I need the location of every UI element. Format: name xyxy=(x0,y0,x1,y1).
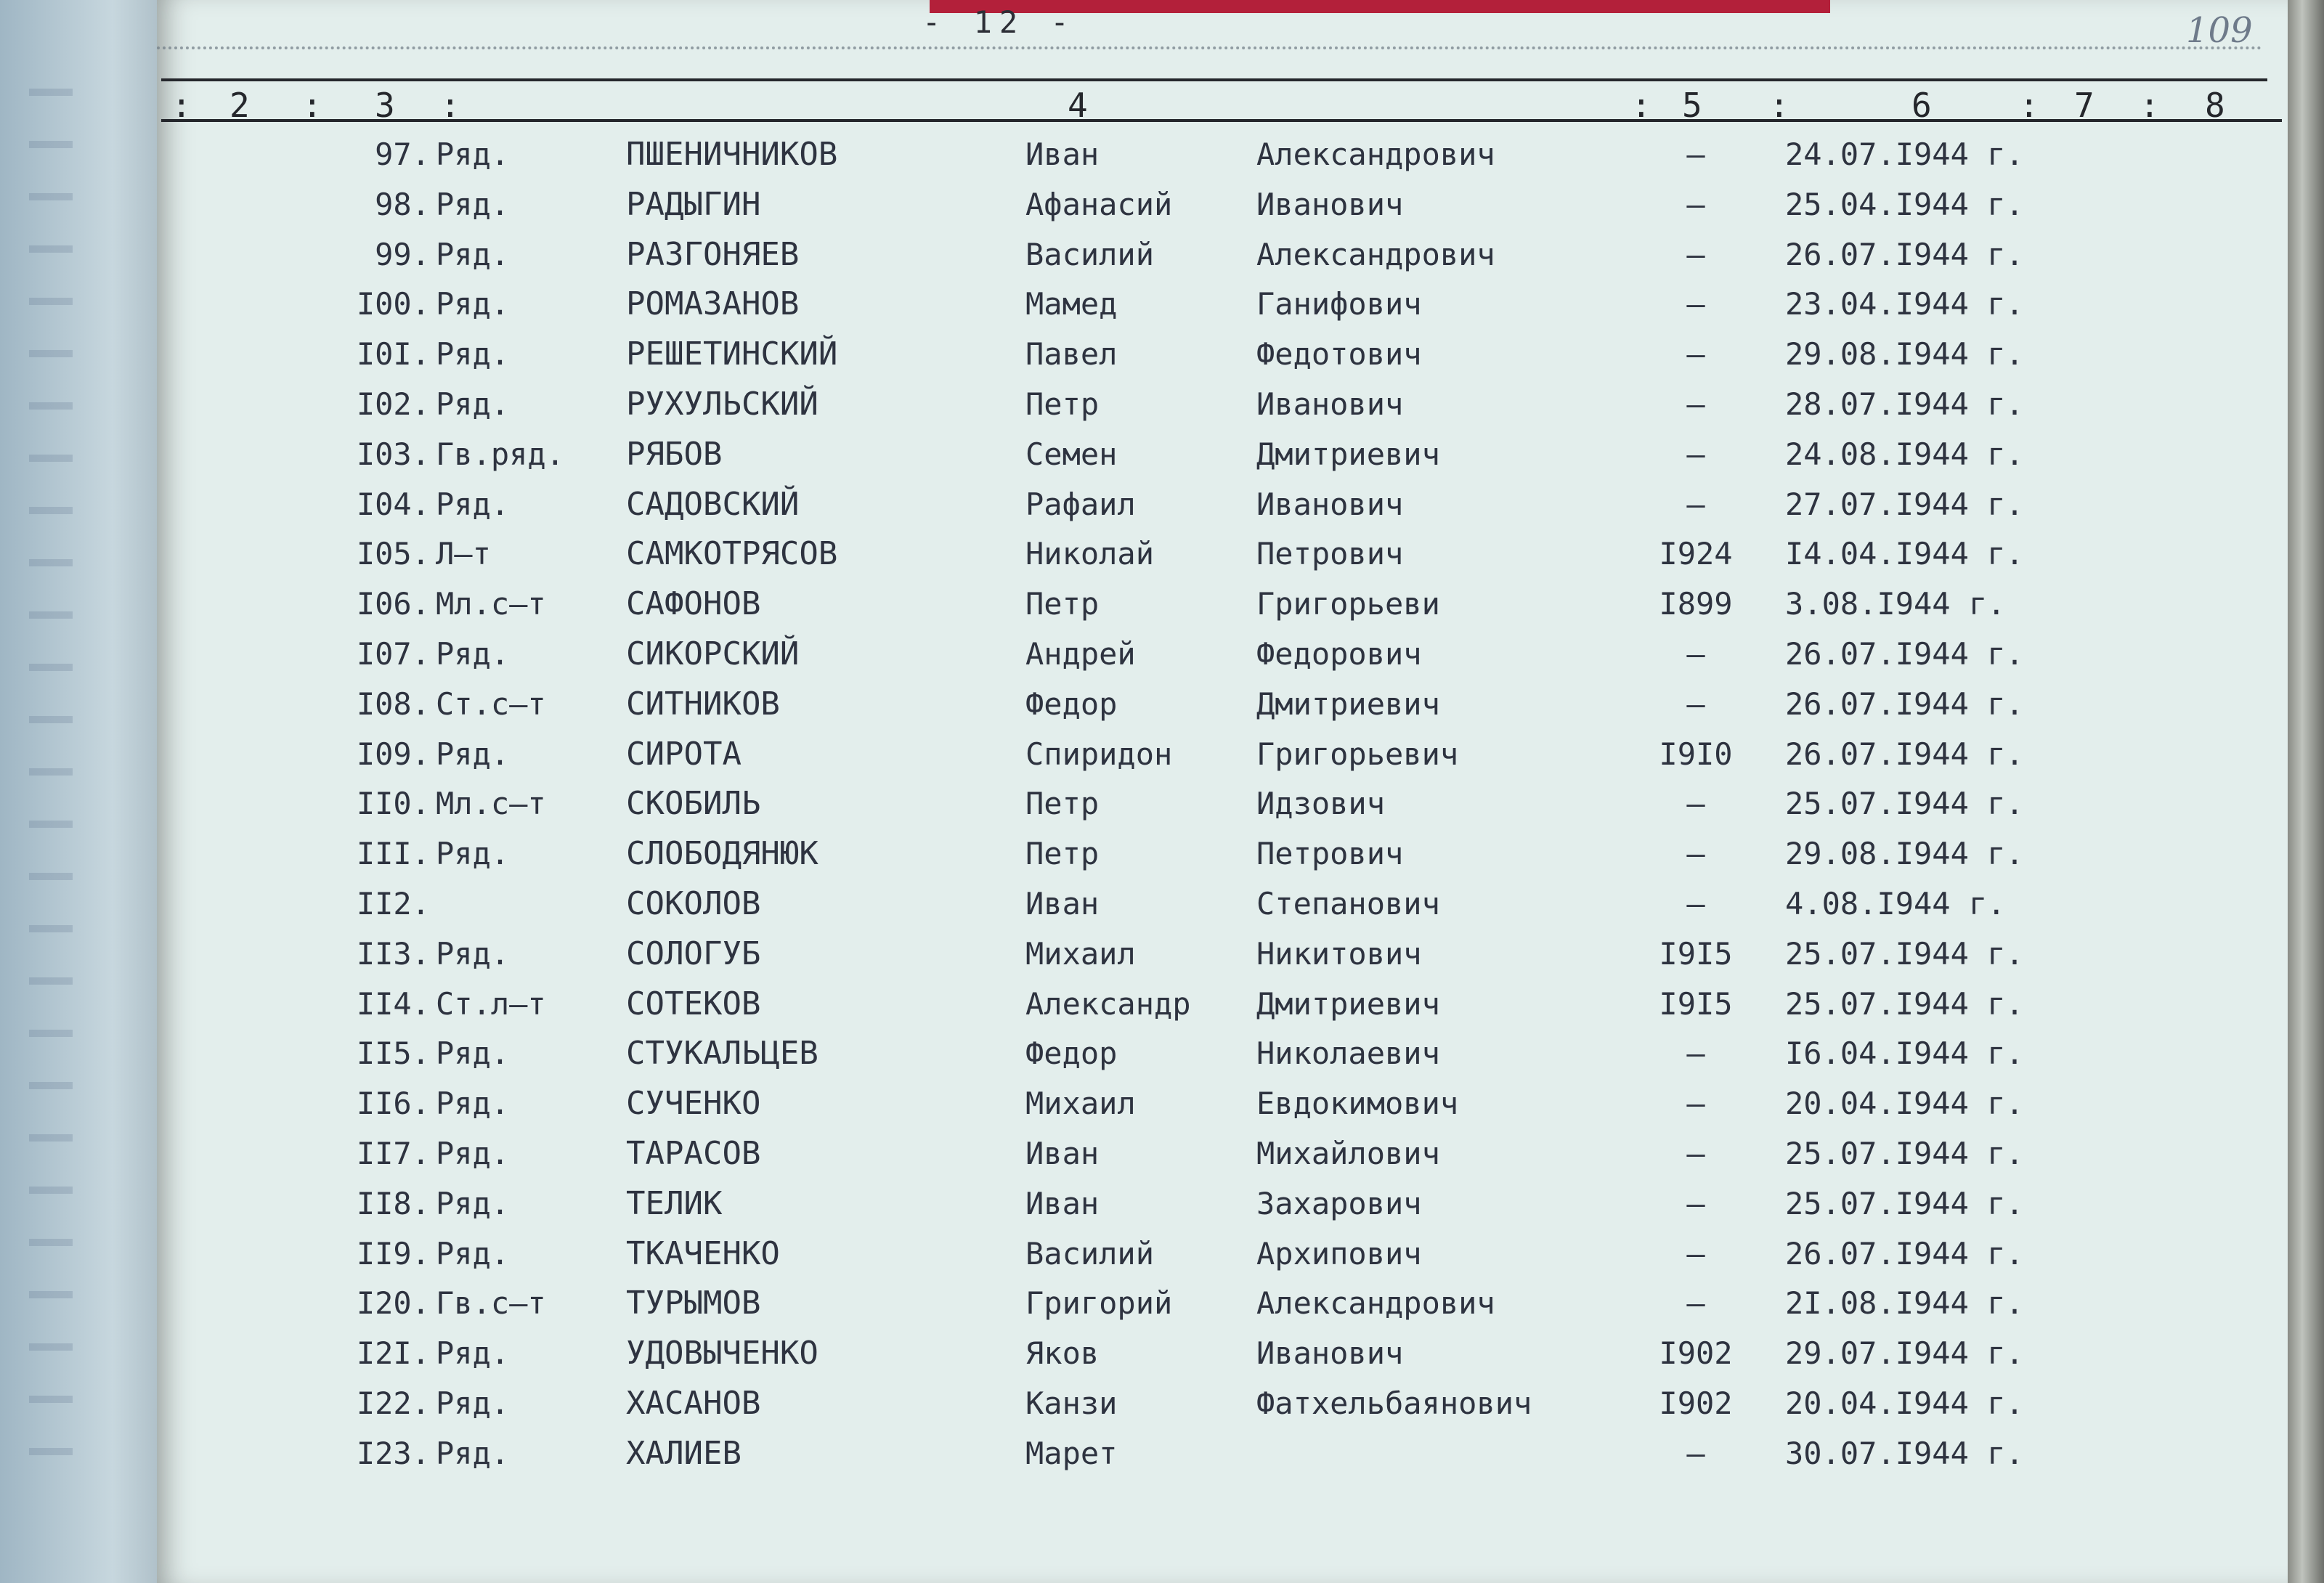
patronymic: Александрович xyxy=(1256,137,1495,172)
first-name: Афанасий xyxy=(1025,187,1173,222)
first-name: Спиридон xyxy=(1025,736,1173,772)
rank: Ряд. xyxy=(436,137,510,172)
birth-year: – xyxy=(1686,286,1705,322)
table-row xyxy=(0,1378,2324,1429)
rank: Ряд. xyxy=(436,1136,510,1171)
patronymic: Петрович xyxy=(1256,536,1404,571)
rank: Ряд. xyxy=(436,237,510,272)
rank: Ряд. xyxy=(436,1186,510,1221)
rank: Ряд. xyxy=(436,487,510,522)
rank: Ряд. xyxy=(436,187,510,222)
date: I6.04.I944 г. xyxy=(1785,1035,2024,1071)
table-row xyxy=(0,579,2324,630)
first-name: Иван xyxy=(1025,1186,1100,1221)
rank: Ряд. xyxy=(436,836,510,871)
table-row xyxy=(0,229,2324,280)
first-name: Петр xyxy=(1025,836,1100,871)
table-row xyxy=(0,1328,2324,1379)
table-row xyxy=(0,1128,2324,1179)
surname: РУХУЛЬСКИЙ xyxy=(626,386,818,423)
birth-year: I899 xyxy=(1659,586,1733,622)
rank: Мл.с–т xyxy=(436,786,546,821)
column-header: : xyxy=(2140,86,2160,125)
date: 25.07.I944 г. xyxy=(1785,786,2024,821)
birth-year: – xyxy=(1686,1285,1705,1321)
birth-year: – xyxy=(1686,636,1705,672)
surname: ПШЕНИЧНИКОВ xyxy=(626,136,838,173)
first-name: Павел xyxy=(1025,336,1118,372)
surname: СОТЕКОВ xyxy=(626,985,761,1022)
patronymic: Дмитриевич xyxy=(1256,686,1440,722)
date: 29.07.I944 г. xyxy=(1785,1335,2024,1371)
first-name: Федор xyxy=(1025,686,1118,722)
row-number: I09. xyxy=(356,736,430,772)
rank: Ряд. xyxy=(436,1385,510,1421)
date: 28.07.I944 г. xyxy=(1785,386,2024,422)
row-number: II9. xyxy=(356,1236,430,1271)
first-name: Марет xyxy=(1025,1436,1118,1471)
date: 3.08.I944 г. xyxy=(1785,586,2006,622)
patronymic: Федорович xyxy=(1256,636,1422,672)
patronymic: Иванович xyxy=(1256,386,1404,422)
date: 26.07.I944 г. xyxy=(1785,736,2024,772)
surname: СОЛОГУБ xyxy=(626,935,761,972)
patronymic: Иванович xyxy=(1256,187,1404,222)
date: 25.07.I944 г. xyxy=(1785,936,2024,972)
patronymic: Фатхельбаянович xyxy=(1256,1385,1532,1421)
column-header: : xyxy=(171,86,192,125)
first-name: Иван xyxy=(1025,886,1100,921)
date: 25.07.I944 г. xyxy=(1785,1186,2024,1221)
table-row xyxy=(0,979,2324,1030)
rank: Ст.с–т xyxy=(436,686,546,722)
birth-year: – xyxy=(1686,386,1705,422)
table-row xyxy=(0,679,2324,730)
surname: РОМАЗАНОВ xyxy=(626,285,800,322)
date: 24.07.I944 г. xyxy=(1785,137,2024,172)
row-number: I2I. xyxy=(356,1335,430,1371)
patronymic: Григорьеви xyxy=(1256,586,1440,622)
row-number: I0I. xyxy=(356,336,430,372)
table-row xyxy=(0,279,2324,330)
column-header: : xyxy=(1769,86,1789,125)
surname: СОКОЛОВ xyxy=(626,885,761,922)
rank: Ст.л–т xyxy=(436,986,546,1022)
birth-year: – xyxy=(1686,1086,1705,1121)
date: 24.08.I944 г. xyxy=(1785,436,2024,472)
column-header: : xyxy=(1631,86,1651,125)
rank: Гв.с–т xyxy=(436,1285,546,1321)
table-row xyxy=(0,879,2324,929)
table-row xyxy=(0,629,2324,680)
birth-year: – xyxy=(1686,1436,1705,1471)
dotted-rule xyxy=(157,46,2263,49)
row-number: 98. xyxy=(375,187,430,222)
birth-year: – xyxy=(1686,836,1705,871)
surname: ТАРАСОВ xyxy=(626,1135,761,1172)
table-row xyxy=(0,1229,2324,1279)
date: 25.07.I944 г. xyxy=(1785,986,2024,1022)
table-row xyxy=(0,379,2324,430)
birth-year: – xyxy=(1686,1186,1705,1221)
surname: СЛОБОДЯНЮК xyxy=(626,835,818,872)
surname: РАДЫГИН xyxy=(626,186,761,223)
patronymic: Александрович xyxy=(1256,1285,1495,1321)
first-name: Михаил xyxy=(1025,936,1136,972)
archive-folio-number: 109 xyxy=(2186,10,2253,51)
patronymic: Идзович xyxy=(1256,786,1386,821)
rank: Ряд. xyxy=(436,636,510,672)
patronymic: Дмитриевич xyxy=(1256,436,1440,472)
patronymic: Ганифович xyxy=(1256,286,1422,322)
patronymic: Михайлович xyxy=(1256,1136,1440,1171)
column-header: : xyxy=(2019,86,2039,125)
rank: Ряд. xyxy=(436,1236,510,1271)
table-row xyxy=(0,1428,2324,1479)
table-row xyxy=(0,1179,2324,1229)
table-row xyxy=(0,429,2324,480)
surname: СУЧЕНКО xyxy=(626,1085,761,1122)
birth-year: I9I5 xyxy=(1659,986,1733,1022)
birth-year: – xyxy=(1686,886,1705,921)
table-row xyxy=(0,329,2324,380)
column-header: 3 xyxy=(375,86,395,125)
surname: СИТНИКОВ xyxy=(626,685,780,723)
first-name: Михаил xyxy=(1025,1086,1136,1121)
table-row xyxy=(0,129,2324,180)
first-name: Канзи xyxy=(1025,1385,1118,1421)
table-row xyxy=(0,778,2324,829)
birth-year: – xyxy=(1686,1236,1705,1271)
surname: СИКОРСКИЙ xyxy=(626,635,800,672)
row-number: I03. xyxy=(356,436,430,472)
birth-year: – xyxy=(1686,786,1705,821)
row-number: I00. xyxy=(356,286,430,322)
table-row xyxy=(0,1028,2324,1079)
table-row xyxy=(0,1278,2324,1329)
row-number: III. xyxy=(356,836,430,871)
date: 26.07.I944 г. xyxy=(1785,237,2024,272)
page-number: - 12 - xyxy=(922,4,1076,40)
surname: УДОВЫЧЕНКО xyxy=(626,1335,818,1372)
birth-year: – xyxy=(1686,237,1705,272)
first-name: Петр xyxy=(1025,386,1100,422)
rank: Ряд. xyxy=(436,736,510,772)
row-number: II3. xyxy=(356,936,430,972)
first-name: Иван xyxy=(1025,137,1100,172)
table-row xyxy=(0,829,2324,879)
patronymic: Николаевич xyxy=(1256,1035,1440,1071)
first-name: Федор xyxy=(1025,1035,1118,1071)
header-bottom-rule xyxy=(161,119,2282,122)
first-name: Василий xyxy=(1025,237,1155,272)
rank: Гв.ряд. xyxy=(436,436,565,472)
surname: ТУРЫМОВ xyxy=(626,1285,761,1322)
birth-year: – xyxy=(1686,686,1705,722)
column-header: 4 xyxy=(1068,86,1088,125)
table-row xyxy=(0,529,2324,579)
patronymic: Григорьевич xyxy=(1256,736,1459,772)
row-number: I07. xyxy=(356,636,430,672)
row-number: 97. xyxy=(375,137,430,172)
surname: САДОВСКИЙ xyxy=(626,486,800,523)
patronymic: Захарович xyxy=(1256,1186,1422,1221)
rank: Ряд. xyxy=(436,1035,510,1071)
surname: ХАЛИЕВ xyxy=(626,1435,742,1472)
row-number: II8. xyxy=(356,1186,430,1221)
date: 27.07.I944 г. xyxy=(1785,487,2024,522)
row-number: II6. xyxy=(356,1086,430,1121)
rank: Ряд. xyxy=(436,386,510,422)
row-number: II0. xyxy=(356,786,430,821)
birth-year: – xyxy=(1686,1035,1705,1071)
birth-year: I9I5 xyxy=(1659,936,1733,972)
table-row xyxy=(0,179,2324,230)
date: 23.04.I944 г. xyxy=(1785,286,2024,322)
rank: Ряд. xyxy=(436,936,510,972)
date: 20.04.I944 г. xyxy=(1785,1385,2024,1421)
patronymic: Петрович xyxy=(1256,836,1404,871)
rank: Ряд. xyxy=(436,286,510,322)
date: 25.04.I944 г. xyxy=(1785,187,2024,222)
surname: ТКАЧЕНКО xyxy=(626,1235,780,1272)
birth-year: – xyxy=(1686,436,1705,472)
first-name: Яков xyxy=(1025,1335,1100,1371)
column-header: : xyxy=(302,86,322,125)
table-row xyxy=(0,479,2324,530)
first-name: Петр xyxy=(1025,586,1100,622)
birth-year: I9I0 xyxy=(1659,736,1733,772)
date: 26.07.I944 г. xyxy=(1785,1236,2024,1271)
row-number: I04. xyxy=(356,487,430,522)
rank: Мл.с–т xyxy=(436,586,546,622)
date: 20.04.I944 г. xyxy=(1785,1086,2024,1121)
surname: ТЕЛИК xyxy=(626,1185,723,1222)
first-name: Петр xyxy=(1025,786,1100,821)
date: 30.07.I944 г. xyxy=(1785,1436,2024,1471)
table-row xyxy=(0,1078,2324,1129)
column-header: 6 xyxy=(1911,86,1932,125)
row-number: I23. xyxy=(356,1436,430,1471)
first-name: Андрей xyxy=(1025,636,1136,672)
date: 4.08.I944 г. xyxy=(1785,886,2006,921)
row-number: 99. xyxy=(375,237,430,272)
rank: Ряд. xyxy=(436,1436,510,1471)
column-header: 7 xyxy=(2074,86,2095,125)
surname: СКОБИЛЬ xyxy=(626,785,761,822)
surname: РЯБОВ xyxy=(626,436,723,473)
patronymic: Дмитриевич xyxy=(1256,986,1440,1022)
patronymic: Федотович xyxy=(1256,336,1422,372)
patronymic: Никитович xyxy=(1256,936,1422,972)
row-number: II4. xyxy=(356,986,430,1022)
date: 25.07.I944 г. xyxy=(1785,1136,2024,1171)
patronymic: Архипович xyxy=(1256,1236,1422,1271)
birth-year: – xyxy=(1686,336,1705,372)
rank: Ряд. xyxy=(436,1086,510,1121)
table-row xyxy=(0,929,2324,980)
patronymic: Александрович xyxy=(1256,237,1495,272)
header-top-rule xyxy=(161,78,2267,81)
column-header: 8 xyxy=(2205,86,2225,125)
surname: САФОНОВ xyxy=(626,585,761,622)
rank: Л–т xyxy=(436,536,491,571)
first-name: Рафаил xyxy=(1025,487,1136,522)
date: 26.07.I944 г. xyxy=(1785,636,2024,672)
first-name: Александр xyxy=(1025,986,1191,1022)
surname: РАЗГОНЯЕВ xyxy=(626,236,800,273)
column-header: : xyxy=(440,86,460,125)
surname: ХАСАНОВ xyxy=(626,1385,761,1422)
surname: РЕШЕТИНСКИЙ xyxy=(626,335,838,373)
row-number: I20. xyxy=(356,1285,430,1321)
row-number: II2. xyxy=(356,886,430,921)
table-row xyxy=(0,729,2324,780)
column-header: 2 xyxy=(229,86,250,125)
row-number: I02. xyxy=(356,386,430,422)
patronymic: Иванович xyxy=(1256,1335,1404,1371)
date: 29.08.I944 г. xyxy=(1785,836,2024,871)
surname: САМКОТРЯСОВ xyxy=(626,535,838,572)
row-number: I05. xyxy=(356,536,430,571)
date: 26.07.I944 г. xyxy=(1785,686,2024,722)
birth-year: – xyxy=(1686,187,1705,222)
column-header: 5 xyxy=(1682,86,1702,125)
birth-year: – xyxy=(1686,1136,1705,1171)
first-name: Василий xyxy=(1025,1236,1155,1271)
birth-year: – xyxy=(1686,137,1705,172)
first-name: Григорий xyxy=(1025,1285,1173,1321)
row-number: I22. xyxy=(356,1385,430,1421)
date: I4.04.I944 г. xyxy=(1785,536,2024,571)
row-number: I08. xyxy=(356,686,430,722)
first-name: Николай xyxy=(1025,536,1155,571)
birth-year: I924 xyxy=(1659,536,1733,571)
row-number: I06. xyxy=(356,586,430,622)
rank: Ряд. xyxy=(436,1335,510,1371)
first-name: Иван xyxy=(1025,1136,1100,1171)
row-number: II7. xyxy=(356,1136,430,1171)
surname: СТУКАЛЬЦЕВ xyxy=(626,1035,818,1072)
birth-year: I902 xyxy=(1659,1335,1733,1371)
patronymic: Иванович xyxy=(1256,487,1404,522)
date: 2I.08.I944 г. xyxy=(1785,1285,2024,1321)
row-number: II5. xyxy=(356,1035,430,1071)
birth-year: – xyxy=(1686,487,1705,522)
patronymic: Евдокимович xyxy=(1256,1086,1459,1121)
date: 29.08.I944 г. xyxy=(1785,336,2024,372)
birth-year: I902 xyxy=(1659,1385,1733,1421)
first-name: Мамед xyxy=(1025,286,1118,322)
surname: СИРОТА xyxy=(626,736,742,773)
rank: Ряд. xyxy=(436,336,510,372)
patronymic: Степанович xyxy=(1256,886,1440,921)
first-name: Семен xyxy=(1025,436,1118,472)
